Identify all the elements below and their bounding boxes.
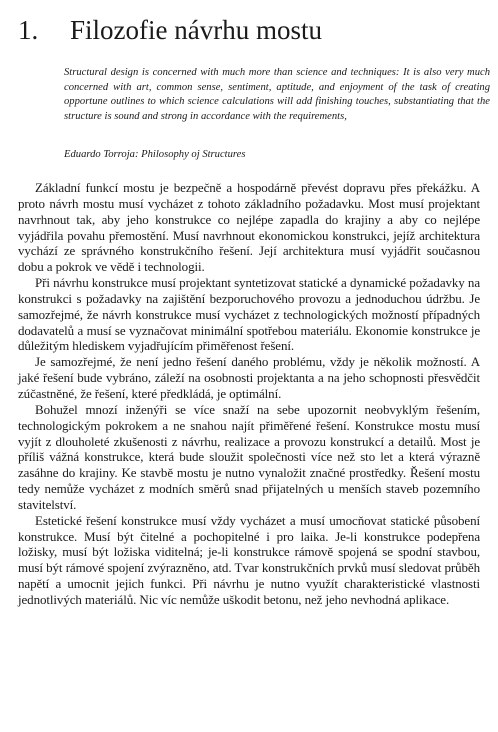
chapter-title: Filozofie návrhu mostu — [70, 15, 322, 45]
chapter-heading — [18, 14, 322, 46]
chapter-number: 1. — [18, 15, 39, 45]
paragraph: Základní funkcí mostu je bezpečně a hospodárně převést dopravu přes překážku. A proto návrh mostu musí vycházet z tohoto základního požadavku. Most musí projektant navrhnout tak, aby jeho konstrukce co nejlépe zapadla do krajiny a aby co nejlépe vyjádřila povahu přemostění. Musí navrhnout ekonomickou konstrukci, jejíž architektura vychází ze správného konstrukčního řešení. Její architektura musí vyjádřit současnou dobu a pokrok ve vědě i technologii. — [18, 180, 480, 275]
epigraph-source: Eduardo Torroja: Philosophy oj Structures — [64, 149, 246, 160]
paragraph: Při návrhu konstrukce musí projektant syntetizovat statické a dynamické požadavky na konstrukci s požadavky na zajištění bezporuchového provozu a jednoduchou údržbu. Je samozřejmé, že návrh konstrukce musí vycházet z technologických možností případných dodavatelů a musí se vyznačovat minimální spotřebou materiálu. Ekonomie konstrukce je důležitým hlediskem vyjadřujícím přiměřenost řešení. — [18, 275, 480, 354]
body-text — [18, 180, 480, 608]
paragraph: Bohužel mnozí inženýři se více snaží na sebe upozornit neobvyklým řešením, technologickým pokrokem a ne snahou najít přiměřené řešení. Konstrukce mostu musí vyjít z dlouholeté zkušenosti z návrhu, realizace a provozu konstrukcí a detailů. Most je příliš vážná konstrukce, která bude sloužit společnosti více než sto let a která výrazně zasáhne do krajiny. Ke stavbě mostu je nutno vynaložit značné prostředky. Řešení mostu tedy nemůže vycházet z modních směrů snad přijatelných u menších staveb pozemního stavitelství. — [18, 401, 480, 512]
epigraph-quote: Structural design is concerned with much more than science and techniques: It is also very much concerned with art, common sense, sentiment, aptitude, and enjoyment of the task of creating opportune outlines to which science calculations will add finishing touches, substantiating that the structure is sound and strong in accordance with the requirements, — [64, 67, 490, 122]
paragraph: Je samozřejmé, že není jedno řešení daného problému, vždy je několik možností. A jaké řešení bude vybráno, záleží na osobnosti projektanta a na jeho schopnosti přesvědčit zúčastněné, že řešení, které předkládá, je optimální. — [18, 354, 480, 401]
paragraph: Estetické řešení konstrukce musí vždy vycházet a musí umocňovat statické působení konstrukce. Musí být čitelné a pochopitelné i pro laika. Je-li konstrukce podepřena ložisky, musí být ložiska viditelná; je-li konstrukce rámově spojená se spodní stavbou, musí být rámové spojení zvýrazněno, atd. Tvar konstrukčních prvků musí sledovat průběh napětí a umocnit jejich funkci. Při návrhu je nutno využít charakteristické vlastnosti jednotlivých materiálů. Nic víc nemůže uškodit betonu, než jeho nevhodná aplikace. — [18, 512, 480, 607]
